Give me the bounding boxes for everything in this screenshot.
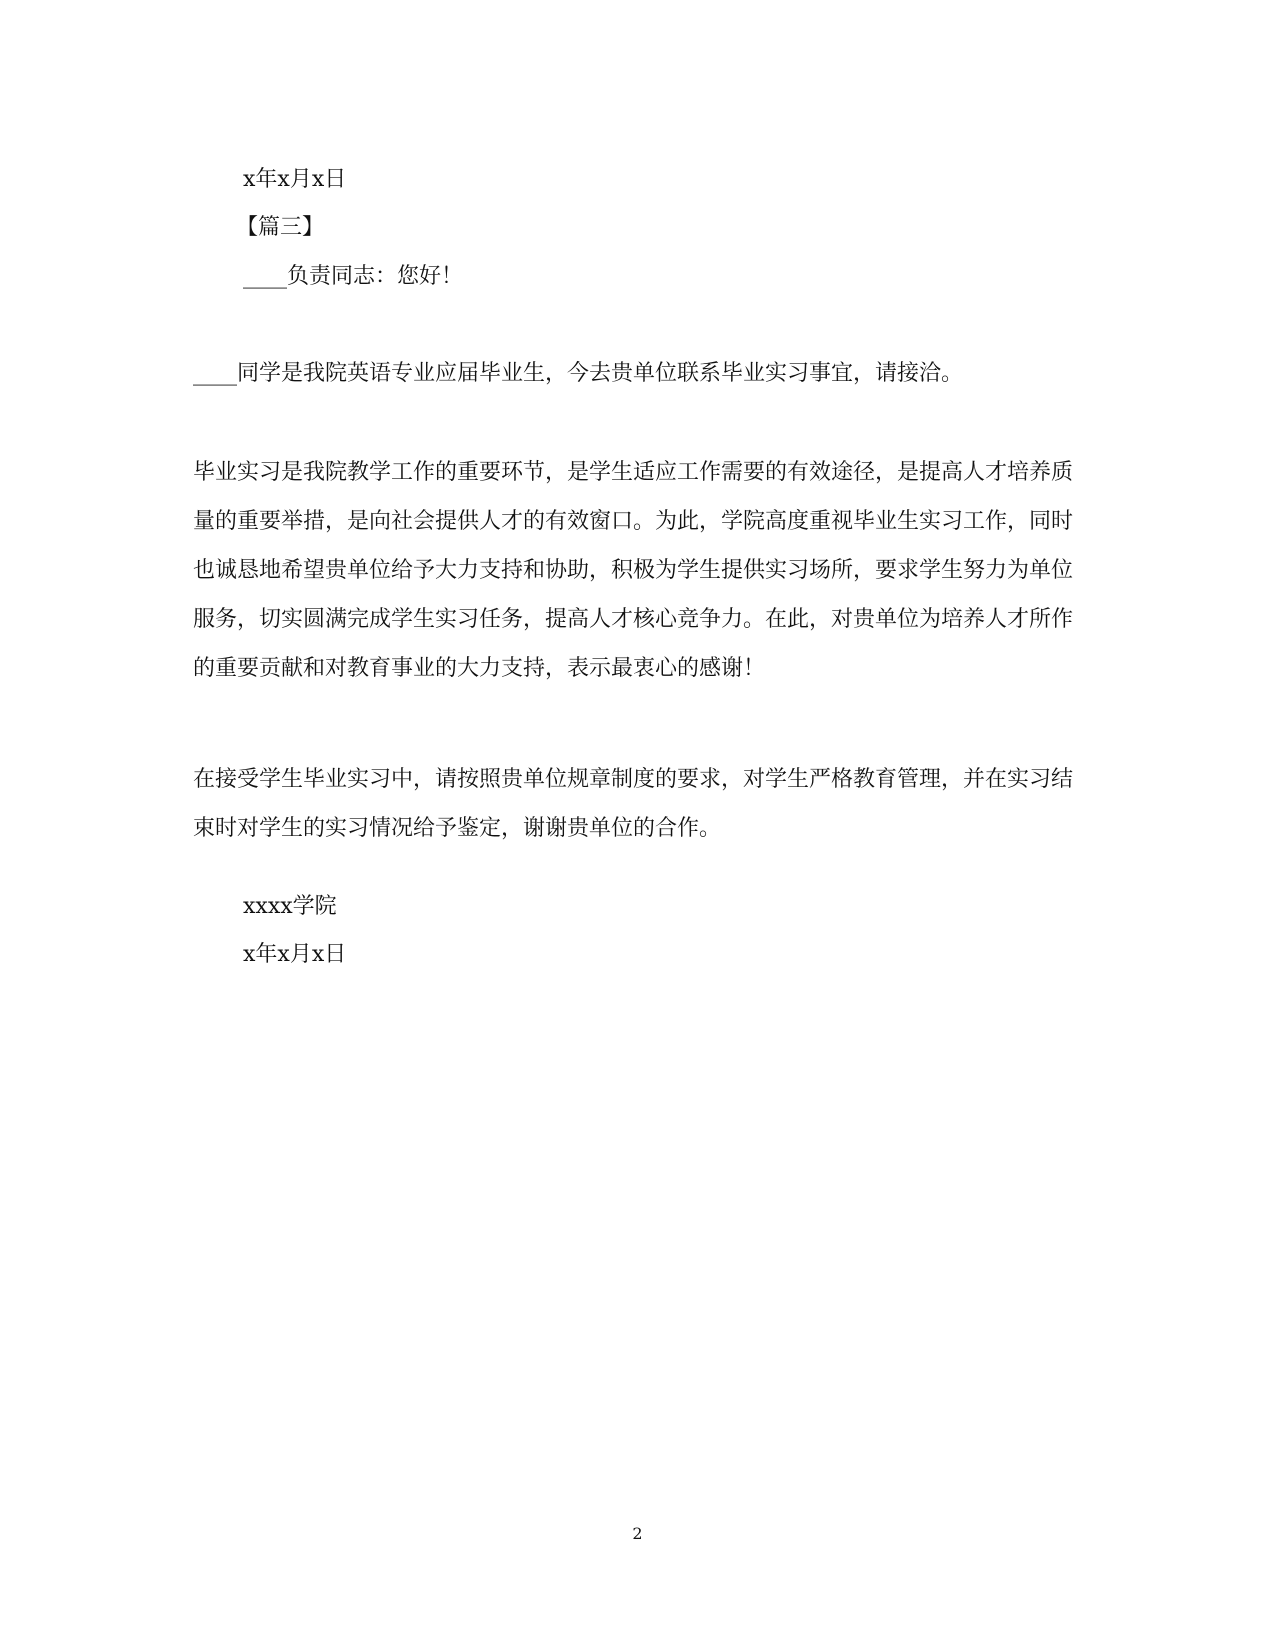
- intro-paragraph: ____同学是我院英语专业应届毕业生，今去贵单位联系毕业实习事宜，请接洽。: [193, 361, 964, 386]
- date-top: x年x月x日: [243, 167, 347, 192]
- page-number: 2: [632, 1524, 643, 1543]
- section-heading: 【篇三】: [236, 215, 325, 240]
- date-bottom: x年x月x日: [243, 942, 347, 967]
- signature: xxxx学院: [243, 894, 337, 919]
- body-paragraph-1: 毕业实习是我院教学工作的重要环节，是学生适应工作需要的有效途径，是提高人才培养质量的重要举措，是向社会提供人才的有效窗口。为此，学院高度重视毕业生实习工作，同时也诚恳地希望贵单位给予大力支持和协助，积极为学生提供实习场所，要求学生努力为单位服务，切实圆满完成学生实习任务，提高人才核心竞争力。在此，对贵单位为培养人才所作的重要贡献和对教育事业的大力支持，表示最衷心的感谢！: [193, 460, 1074, 681]
- body-paragraph-2: 在接受学生毕业实习中，请按照贵单位规章制度的要求，对学生严格教育管理，并在实习结束时对学生的实习情况给予鉴定，谢谢贵单位的合作。: [193, 767, 1074, 841]
- salutation: ____负责同志：您好！: [243, 264, 464, 289]
